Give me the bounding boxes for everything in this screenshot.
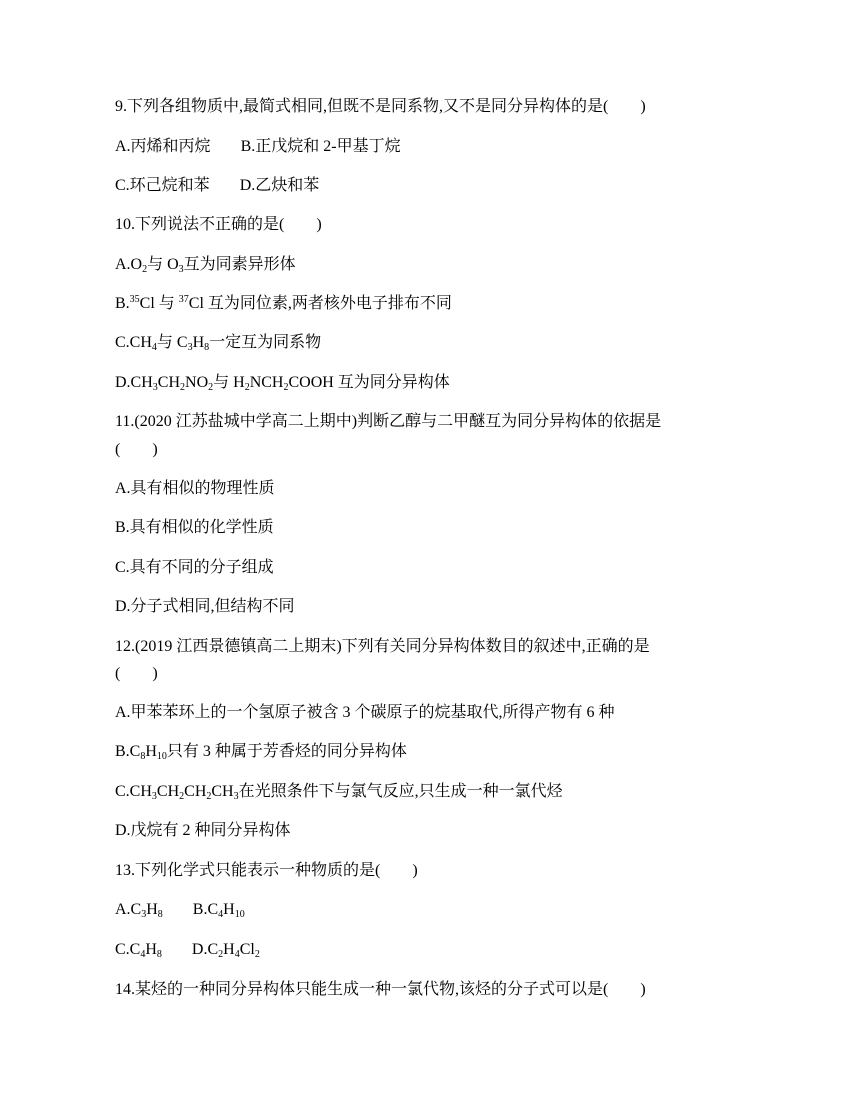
q12-option-b: $B.C_8H_{10}$只有 3 种属于芳香烃的同分异构体 (115, 743, 407, 762)
q11-option-a: A.具有相似的物理性质 (115, 480, 275, 497)
q9-option-c: C.环己烷和苯 (115, 177, 210, 194)
q11-stem-blank: ( ) (115, 441, 158, 458)
q10-stem: 10.下列说法不正确的是( ) (115, 216, 322, 233)
q13-option-c: $C.C_4H_8$ (115, 941, 162, 960)
q13-option-a: $A.C_3H_8$ (115, 901, 163, 920)
q13-stem: 13.下列化学式只能表示一种物质的是( ) (115, 862, 418, 879)
q12-option-c: $C.CH_3CH_2CH_2CH_3$在光照条件下与氯气反应,只生成一种一氯代烃 (115, 783, 563, 802)
q13-option-b: $B.C_4H_{10}$ (192, 901, 245, 920)
q9-options-row2 (115, 176, 319, 196)
q9-option-b: B.正戊烷和 2-甲基丁烷 (240, 138, 401, 155)
q10-option-a: $A.O_2$与 $O_3$互为同素异形体 (115, 256, 296, 275)
q10-option-d: $D.CH_3CH_2NO_2$与 $H_2NCH_2COOH$ 互为同分异构体 (115, 374, 450, 393)
q9-option-a: A.丙烯和丙烷 (115, 138, 211, 155)
q12-option-a: A.甲苯苯环上的一个氢原子被含 3 个碳原子的烷基取代,所得产物有 6 种 (115, 704, 615, 721)
q14-stem: 14.某烃的一种同分异构体只能生成一种一氯代物,该烃的分子式可以是( ) (115, 981, 646, 998)
q10-option-b: B.$^{35}$Cl 与 $^{37}$Cl 互为同位素,两者核外电子排布不同 (115, 294, 452, 312)
q10-option-c: $C.CH_4$与 $C_3H_8$一定互为同系物 (115, 334, 322, 353)
q9-options-row1 (115, 137, 401, 157)
q11-option-d: D.分子式相同,但结构不同 (115, 598, 295, 615)
q13-option-d: $D.C_2H_4Cl_2$ (191, 941, 260, 960)
q12-stem-blank: ( ) (115, 665, 158, 682)
q13-options-row2 (115, 940, 260, 960)
q12-option-d: D.戊烷有 2 种同分异构体 (115, 822, 291, 839)
q11-option-b: B.具有相似的化学性质 (115, 519, 274, 536)
q11-option-c: C.具有不同的分子组成 (115, 559, 274, 576)
q9-option-d: D.乙炔和苯 (239, 177, 320, 194)
q13-options-row1 (115, 900, 245, 920)
q12-stem: 12.(2019 江西景德镇高二上期末)下列有关同分异构体数目的叙述中,正确的是 (115, 638, 650, 655)
q9-stem: 9.下列各组物质中,最简式相同,但既不是同系物,又不是同分异构体的是( ) (115, 98, 646, 115)
q11-stem: 11.(2020 江苏盐城中学高二上期中)判断乙醇与二甲醚互为同分异构体的依据是 (115, 413, 662, 430)
